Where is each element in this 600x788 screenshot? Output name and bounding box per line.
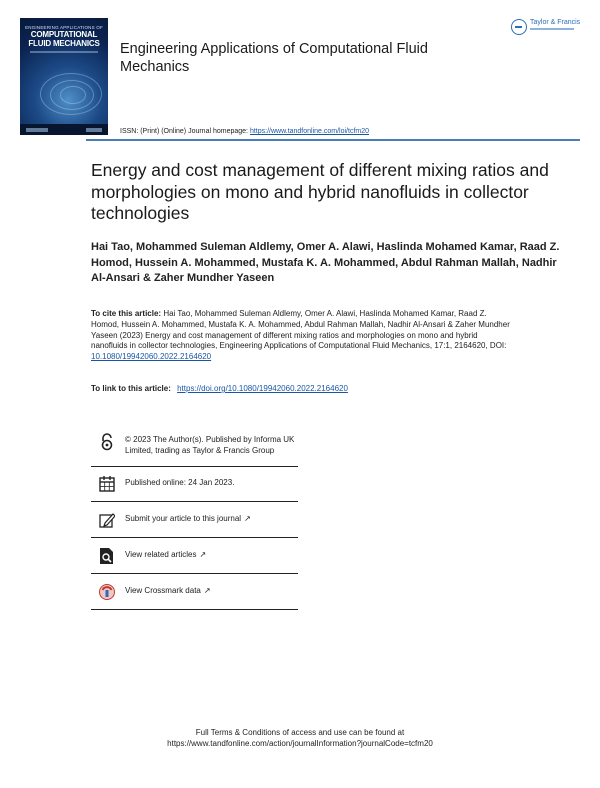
crossmark-link[interactable]: View Crossmark data (125, 586, 201, 595)
journal-homepage-link[interactable]: https://www.tandfonline.com/loi/tcfm20 (249, 128, 370, 135)
journal-cover-image (20, 18, 108, 135)
footer-terms-text: Full Terms & Conditions of access and use can be found at (195, 728, 405, 737)
external-link-icon: ↗ (199, 550, 207, 559)
article-link-line (91, 384, 348, 393)
submit-article-link[interactable]: Submit your article to this journal (125, 514, 242, 523)
edit-pencil-icon (99, 511, 115, 529)
cover-title: COMPUTATIONAL FLUID MECHANICS (28, 30, 100, 48)
citation-label: To cite this article: (91, 309, 162, 318)
copyright-text: © 2023 The Author(s). Published by Informa UK Limited, trading as Taylor & Francis Group (125, 435, 295, 455)
cover-publisher-mark (26, 128, 48, 132)
crossmark-row[interactable] (91, 574, 298, 610)
cover-top-text: ENGINEERING APPLICATIONS OF (25, 25, 103, 30)
journal-title: Engineering Applications of Computational Fluid Mechanics (120, 41, 428, 75)
published-row (91, 467, 298, 502)
external-link-icon: ↗ (244, 514, 251, 523)
citation-text: Hai Tao, Mohammed Suleman Aldlemy, Omer A. Alawi, Haslinda Mohamed Kamar, Raad Z. Homod, Hussein A. Mohammed, Mustafa K. A. Mohammed, Abdul Rahman Mallah, Nadhir Al-Ansari & Zaher Mundher Yaseen (2023) Energy and cost management of different mixing ratios and morphologies on mono and hybrid nanofluids in collector technologies, Engineering Applications of Computational Fluid Mechanics, 17:1, 2164620, DOI: (91, 309, 510, 351)
article-info-panel (91, 422, 298, 610)
cover-logo-mark (86, 128, 102, 132)
issn-line: ISSN: (Print) (Online) Journal homepage: https://www.tandfonline.com/loi/tcfm20 (120, 128, 370, 135)
taylor-francis-logo-icon (511, 19, 527, 35)
calendar-icon (99, 475, 115, 493)
search-document-icon (99, 547, 115, 565)
footer (0, 727, 600, 749)
external-link-icon: ↗ (203, 586, 211, 595)
citation-doi-link[interactable]: 10.1080/19942060.2022.2164620 (91, 352, 212, 362)
related-articles-link[interactable]: View related articles (125, 550, 197, 559)
citation-block (91, 309, 511, 363)
article-authors: Hai Tao, Mohammed Suleman Aldlemy, Omer A. Alawi, Haslinda Mohamed Kamar, Raad Z. Homod, Hussein A. Mohammed, Mustafa K. A. Mohammed, Abdul Rahman Mallah, Nadhir Al-Ansari & Zaher Mundher Yaseen (91, 241, 560, 284)
link-label: To link to this article: (91, 384, 171, 393)
article-title: Energy and cost management of different mixing ratios and morphologies on mono and hybrid nanofluids in collector technologies (91, 160, 549, 223)
taylor-francis-logo: Taylor & Francis (511, 18, 581, 42)
related-row[interactable] (91, 538, 298, 574)
header-divider (86, 139, 580, 141)
footer-terms-link[interactable]: https://www.tandfonline.com/action/journalInformation?journalCode=tcfm20 (167, 739, 433, 748)
article-doi-link[interactable]: https://doi.org/10.1080/19942060.2022.2164620 (177, 384, 348, 393)
open-access-row (91, 422, 298, 467)
submit-row[interactable] (91, 502, 298, 538)
published-date: Published online: 24 Jan 2023. (125, 478, 235, 487)
crossmark-icon (99, 583, 115, 601)
open-access-lock-icon (99, 433, 115, 451)
